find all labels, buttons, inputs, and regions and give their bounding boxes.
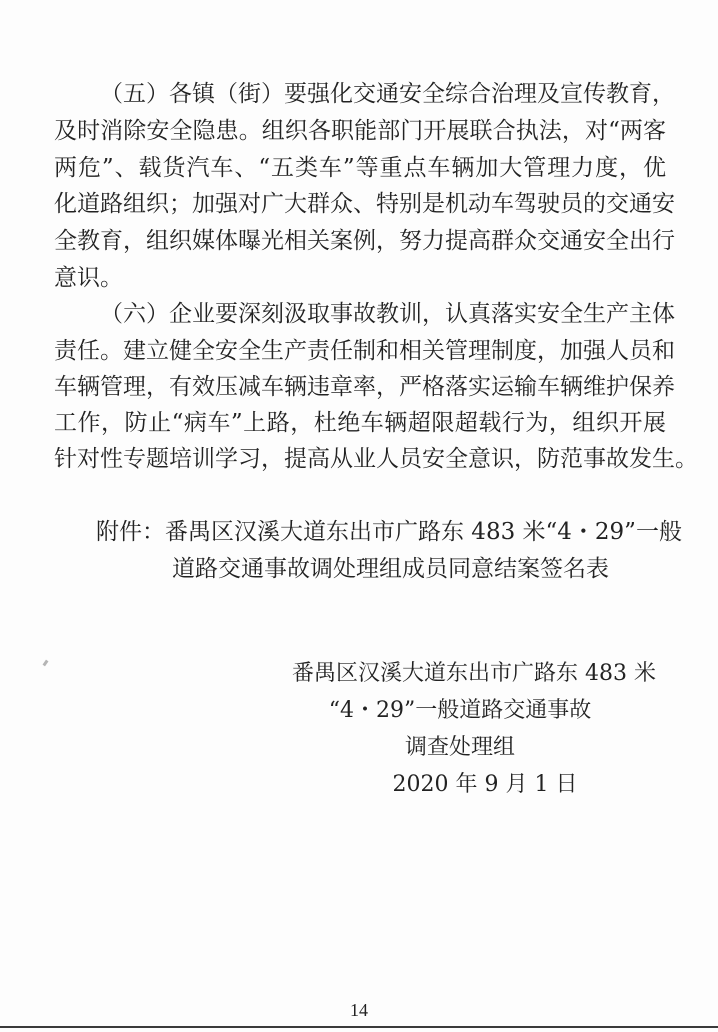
bottom-border: [0, 1026, 718, 1028]
paragraph-5-line-3: 两危”、载货汽车、“五类车”等重点车辆加大管理力度，优: [54, 155, 666, 181]
signature-org-line-3: 调查处理组: [404, 735, 515, 760]
scan-speck: [43, 660, 49, 667]
paragraph-6-line-3: 车辆管理，有效压减车辆违章率，严格落实运输车辆维护保养: [54, 374, 675, 400]
paragraph-5-line-5: 全教育，组织媒体曝光相关案例，努力提高群众交通安全出行: [54, 228, 675, 254]
paragraph-5-line-6: 意识。: [54, 265, 123, 291]
paragraph-5-line-2: 及时消除安全隐患。组织各职能部门开展联合执法，对“两客: [54, 118, 666, 144]
attachment-line-1: 附件：番禺区汉溪大道东出市广路东 483 米“4・29”一般: [96, 519, 682, 545]
paragraph-5-line-1: （五）各镇（街）要强化交通安全综合治理及宣传教育，: [100, 81, 675, 107]
paragraph-5-line-4: 化道路组织；加强对广大群众、特别是机动车驾驶员的交通安: [54, 191, 675, 217]
page-number: 14: [350, 1000, 368, 1020]
signature-org-line-1: 番禺区汉溪大道东出市广路东 483 米: [292, 661, 656, 686]
paragraph-6-line-1: （六）企业要深刻汲取事故教训，认真落实安全生产主体: [100, 301, 675, 327]
paragraph-6-line-4: 工作，防止“病车”上路，杜绝车辆超限超载行为，组织开展: [54, 410, 666, 436]
paragraph-6-line-2: 责任。建立健全安全生产责任制和相关管理制度，加强人员和: [54, 338, 675, 364]
attachment-line-2: 道路交通事故调处理组成员同意结案签名表: [172, 556, 609, 582]
signature-org-line-2: “4・29”一般道路交通事故: [328, 698, 592, 723]
paragraph-6-line-5: 针对性专题培训学习，提高从业人员安全意识，防范事故发生。: [54, 446, 698, 472]
signature-date: 2020 年 9 月 1 日: [392, 772, 578, 797]
